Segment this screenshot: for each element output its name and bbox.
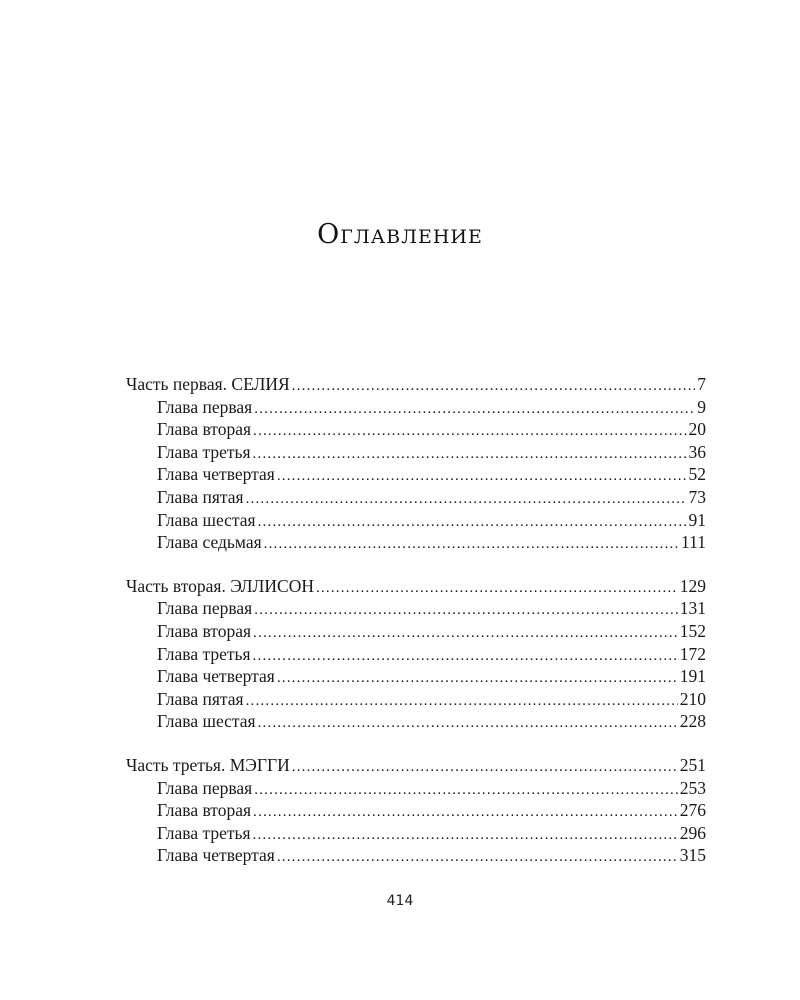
toc-chapter-entry — [126, 665, 706, 688]
toc-entry-label: Глава четвертая — [157, 845, 275, 866]
page-title: Оглавление — [317, 219, 483, 250]
toc-entry-label: Глава четвертая — [157, 666, 275, 687]
toc-part-3 — [126, 754, 706, 867]
toc-part-2 — [126, 575, 706, 733]
toc-chapter-entry — [126, 463, 706, 486]
toc-entry-label: Глава пятая — [157, 688, 244, 709]
toc-entry-label: Часть третья. МЭГГИ — [126, 754, 290, 775]
toc-leader-dots — [277, 846, 678, 869]
toc-entry-page: 111 — [681, 532, 706, 553]
toc-entry-label: Глава третья — [157, 822, 251, 843]
toc-entry-page: 36 — [688, 441, 706, 462]
toc-entry-page: 20 — [688, 419, 706, 440]
toc-entry-page: 73 — [688, 486, 706, 507]
toc-chapter-entry — [126, 777, 706, 800]
table-of-contents — [126, 373, 706, 888]
toc-entry-page: 131 — [679, 598, 706, 619]
toc-leader-dots — [264, 533, 679, 556]
toc-entry-label: Глава первая — [157, 396, 253, 417]
toc-entry-page: 7 — [697, 374, 706, 394]
toc-chapter-entry — [126, 799, 706, 822]
toc-entry-label: Часть вторая. ЭЛЛИСОН — [126, 575, 314, 596]
toc-leader-dots — [277, 465, 687, 488]
toc-chapter-entry — [126, 396, 706, 419]
toc-entry-page: 296 — [679, 822, 706, 843]
toc-entry-page: 210 — [679, 688, 706, 709]
toc-part-entry — [126, 754, 706, 777]
toc-leader-dots — [253, 420, 686, 443]
toc-chapter-entry — [126, 620, 706, 643]
toc-entry-label: Глава первая — [157, 777, 253, 798]
toc-leader-dots — [253, 824, 678, 847]
toc-entry-label: Глава вторая — [157, 620, 252, 641]
toc-entry-page: 152 — [679, 620, 706, 641]
toc-leader-dots — [253, 443, 687, 466]
toc-chapter-entry — [126, 486, 706, 509]
toc-entry-page: 52 — [688, 464, 706, 485]
toc-entry-page: 251 — [679, 754, 706, 775]
toc-entry-page: 172 — [679, 643, 706, 664]
toc-leader-dots — [258, 712, 678, 735]
toc-chapter-entry — [126, 710, 706, 733]
toc-entry-label: Глава шестая — [157, 711, 256, 732]
toc-entry-page: 129 — [679, 575, 706, 596]
toc-leader-dots — [316, 577, 678, 600]
toc-entry-label: Глава вторая — [157, 800, 252, 821]
toc-leader-dots — [253, 622, 678, 645]
toc-leader-dots — [277, 667, 678, 690]
toc-entry-label: Глава третья — [157, 643, 251, 664]
toc-chapter-entry — [126, 531, 706, 554]
toc-entry-label: Глава четвертая — [157, 464, 275, 485]
toc-entry-label: Глава третья — [157, 441, 251, 462]
toc-chapter-entry — [126, 688, 706, 711]
toc-chapter-entry — [126, 643, 706, 666]
toc-entry-page: 9 — [697, 396, 706, 417]
toc-leader-dots — [258, 511, 687, 534]
toc-entry-page: 253 — [679, 777, 706, 798]
toc-entry-page: 276 — [679, 800, 706, 821]
toc-entry-page: 315 — [679, 845, 706, 866]
toc-leader-dots — [246, 488, 687, 511]
toc-entry-label: Глава седьмая — [157, 532, 262, 553]
toc-leader-dots — [254, 398, 695, 421]
toc-entry-page: 91 — [688, 509, 706, 530]
toc-part-entry — [126, 373, 706, 396]
toc-entry-label: Глава вторая — [157, 419, 252, 440]
page-number: 414 — [386, 893, 414, 909]
toc-part-entry — [126, 575, 706, 598]
toc-chapter-entry — [126, 509, 706, 532]
toc-chapter-entry — [126, 418, 706, 441]
toc-entry-label: Глава первая — [157, 598, 253, 619]
toc-leader-dots — [253, 801, 678, 824]
toc-leader-dots — [254, 779, 678, 802]
toc-leader-dots — [254, 599, 678, 622]
toc-chapter-entry — [126, 441, 706, 464]
toc-leader-dots — [292, 375, 696, 398]
toc-entry-page: 228 — [679, 711, 706, 732]
toc-part-1 — [126, 373, 706, 554]
toc-entry-label: Глава пятая — [157, 486, 244, 507]
toc-chapter-entry — [126, 844, 706, 867]
toc-entry-page: 191 — [679, 666, 706, 687]
toc-chapter-entry — [126, 822, 706, 845]
toc-chapter-entry — [126, 597, 706, 620]
toc-entry-label: Часть первая. СЕЛИЯ — [126, 374, 290, 394]
toc-entry-label: Глава шестая — [157, 509, 256, 530]
toc-leader-dots — [292, 756, 678, 779]
toc-leader-dots — [246, 690, 678, 713]
toc-leader-dots — [253, 645, 678, 668]
